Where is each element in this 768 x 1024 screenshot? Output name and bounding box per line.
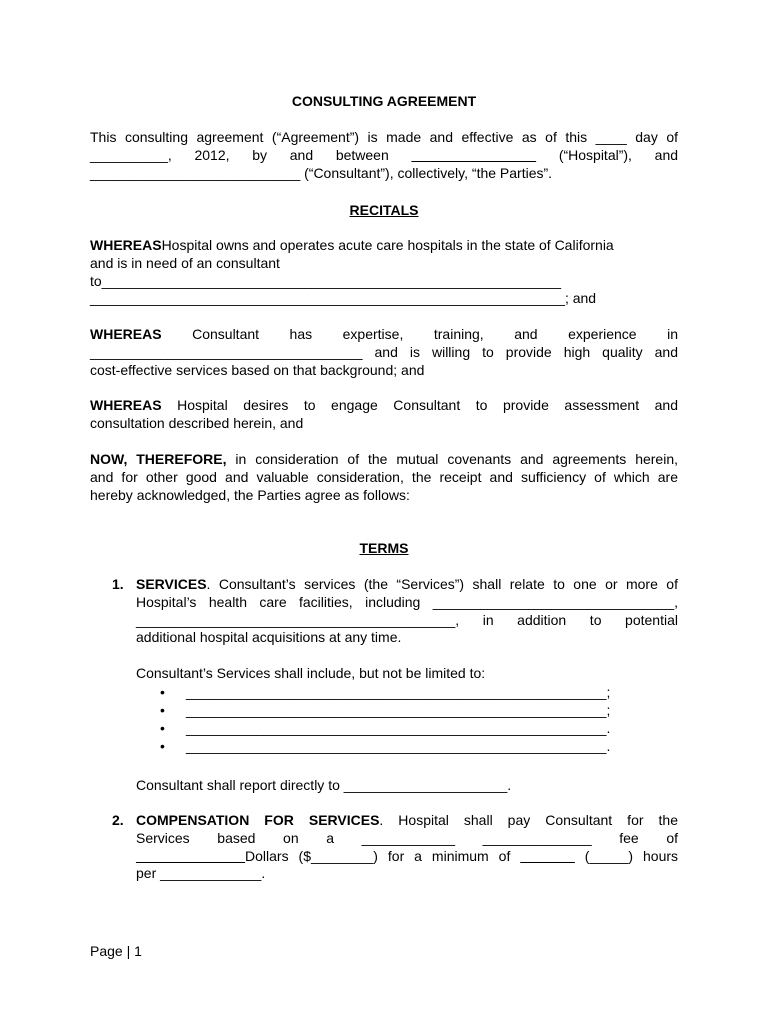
bullet-3: • [160, 720, 165, 736]
whereas-paragraph-2: WHEREAS Consultant has expertise, training, and experience in ___________________________________ and is willing to provide high quality and cost-effective services based on that background; and [90, 326, 678, 378]
intro-paragraph [90, 129, 678, 182]
bullet-4: • [160, 738, 165, 754]
services-include-text: Consultant’s Services shall include, but not be limited to: [136, 665, 486, 681]
page-footer: Page | 1 [90, 943, 142, 959]
fee-amount-blank: ______________ [136, 847, 246, 864]
bullet-item-1: ______________________________________________________; [186, 684, 611, 700]
compensation-section: COMPENSATION FOR SERVICES. Hospital shall pay Consultant for the Services based on a ____________ ______________ fee of ______________Dollars ($________) for a minimum of _______ (_____) hours per _____________. [136, 812, 679, 882]
whereas-label: WHEREAS [90, 237, 162, 253]
whereas-paragraph-1: WHEREASHospital owns and operates acute care hospitals in the state of California and is in need of an consultant to___________________________________________________________ _____________________________________________________________; and [90, 237, 614, 307]
whereas-label: WHEREAS [90, 397, 162, 413]
minimum-hours-blank: _______ [520, 847, 575, 864]
document-title: CONSULTING AGREEMENT [291, 93, 477, 109]
terms-heading: TERMS [359, 540, 409, 556]
bullet-1: • [160, 684, 165, 700]
recitals-heading: RECITALS [349, 202, 419, 218]
compensation-label: COMPENSATION FOR SERVICES [136, 812, 380, 828]
section-number-2: 2. [112, 812, 124, 828]
whereas-label: WHEREAS [90, 326, 162, 342]
services-section: SERVICES. Consultant’s services (the “Services”) shall relate to one or more of Hospital’s health care facilities, including _______________________________, _________________________________________, in addition to potential additional hospital acquisitions at any time. [136, 576, 678, 646]
now-therefore-label: NOW, THEREFORE, [90, 451, 227, 467]
whereas-paragraph-3: WHEREAS Hospital desires to engage Consultant to provide assessment and consultation described herein, and [90, 397, 678, 431]
bullet-item-2: ______________________________________________________; [186, 702, 611, 718]
intro-line-3: ___________________________ (“Consultant”), collectively, “the Parties”. [90, 164, 553, 181]
now-therefore-paragraph: NOW, THEREFORE, in consideration of the mutual covenants and agreements herein, and for other good and valuable consideration, the receipt and sufficiency of which are hereby acknowledged, the Parties agree as follows: [90, 451, 678, 503]
bullet-2: • [160, 702, 165, 718]
hospital-blank: ________________ [411, 146, 537, 163]
bullet-item-4: ______________________________________________________. [186, 738, 611, 754]
services-label: SERVICES [136, 576, 207, 592]
intro-line-1: This consulting agreement (“Agreement”) is made and effective as of this ____ day of [90, 129, 678, 145]
section-number-1: 1. [112, 576, 124, 592]
report-to-text: Consultant shall report directly to _____________________. [136, 777, 512, 793]
bullet-item-3: ______________________________________________________. [186, 720, 611, 736]
intro-line-2: __________, 2012, by and between ________________ (“Hospital”), and [90, 146, 679, 163]
